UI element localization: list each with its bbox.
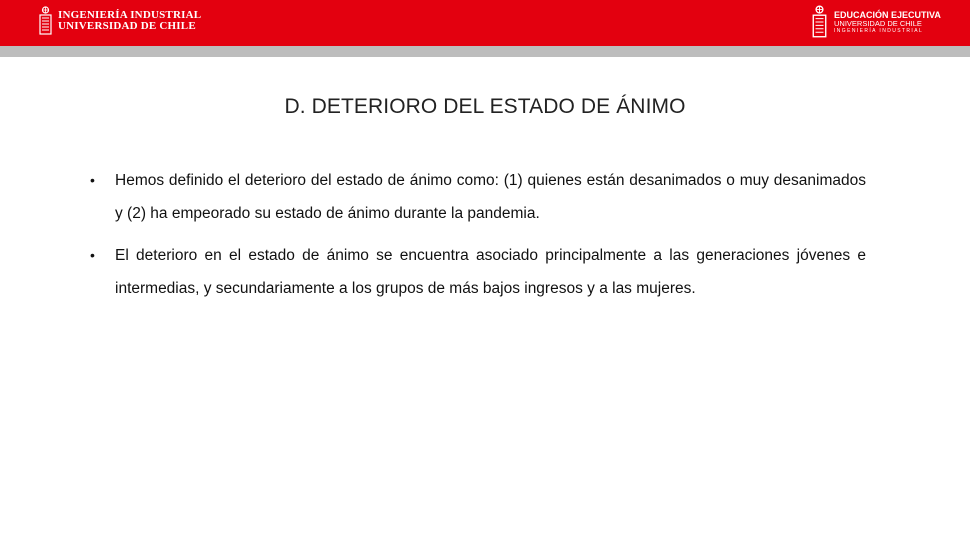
header-divider	[0, 46, 970, 57]
logo-line1: INGENIERÍA INDUSTRIAL	[58, 8, 202, 21]
exec-logo-line1: EDUCACIÓN EJECUTIVA	[834, 9, 941, 20]
bullet-text: Hemos definido el deterioro del estado de ánimo como: (1) quienes están desanimados o muy desanimados y (2) ha empeorado su estado de ánimo durante la pandemia.	[115, 172, 866, 222]
university-crest-icon	[38, 6, 53, 36]
bullet-list	[88, 164, 866, 314]
logo-line2: UNIVERSIDAD DE CHILE	[58, 20, 196, 32]
bullet-text: El deterioro en el estado de ánimo se encuentra asociado principalmente a las generaciones jóvenes e intermedias, y secundariamente a los grupos de más bajos ingresos y a las mujeres.	[115, 247, 866, 297]
header-bar	[0, 0, 970, 46]
educacion-ejecutiva-logo	[811, 5, 941, 39]
bullet-marker: •	[90, 247, 95, 263]
bullet-marker: •	[90, 172, 95, 188]
bullet-item	[88, 239, 866, 305]
ingenieria-industrial-logo	[38, 6, 201, 36]
exec-logo-line2: UNIVERSIDAD DE CHILE	[834, 18, 922, 28]
exec-logo-line3: INGENIERÍA INDUSTRIAL	[834, 27, 924, 34]
slide-title: D. DETERIORO DEL ESTADO DE ÁNIMO	[284, 95, 686, 118]
bullet-item	[88, 164, 866, 230]
university-crest-icon	[811, 5, 828, 39]
